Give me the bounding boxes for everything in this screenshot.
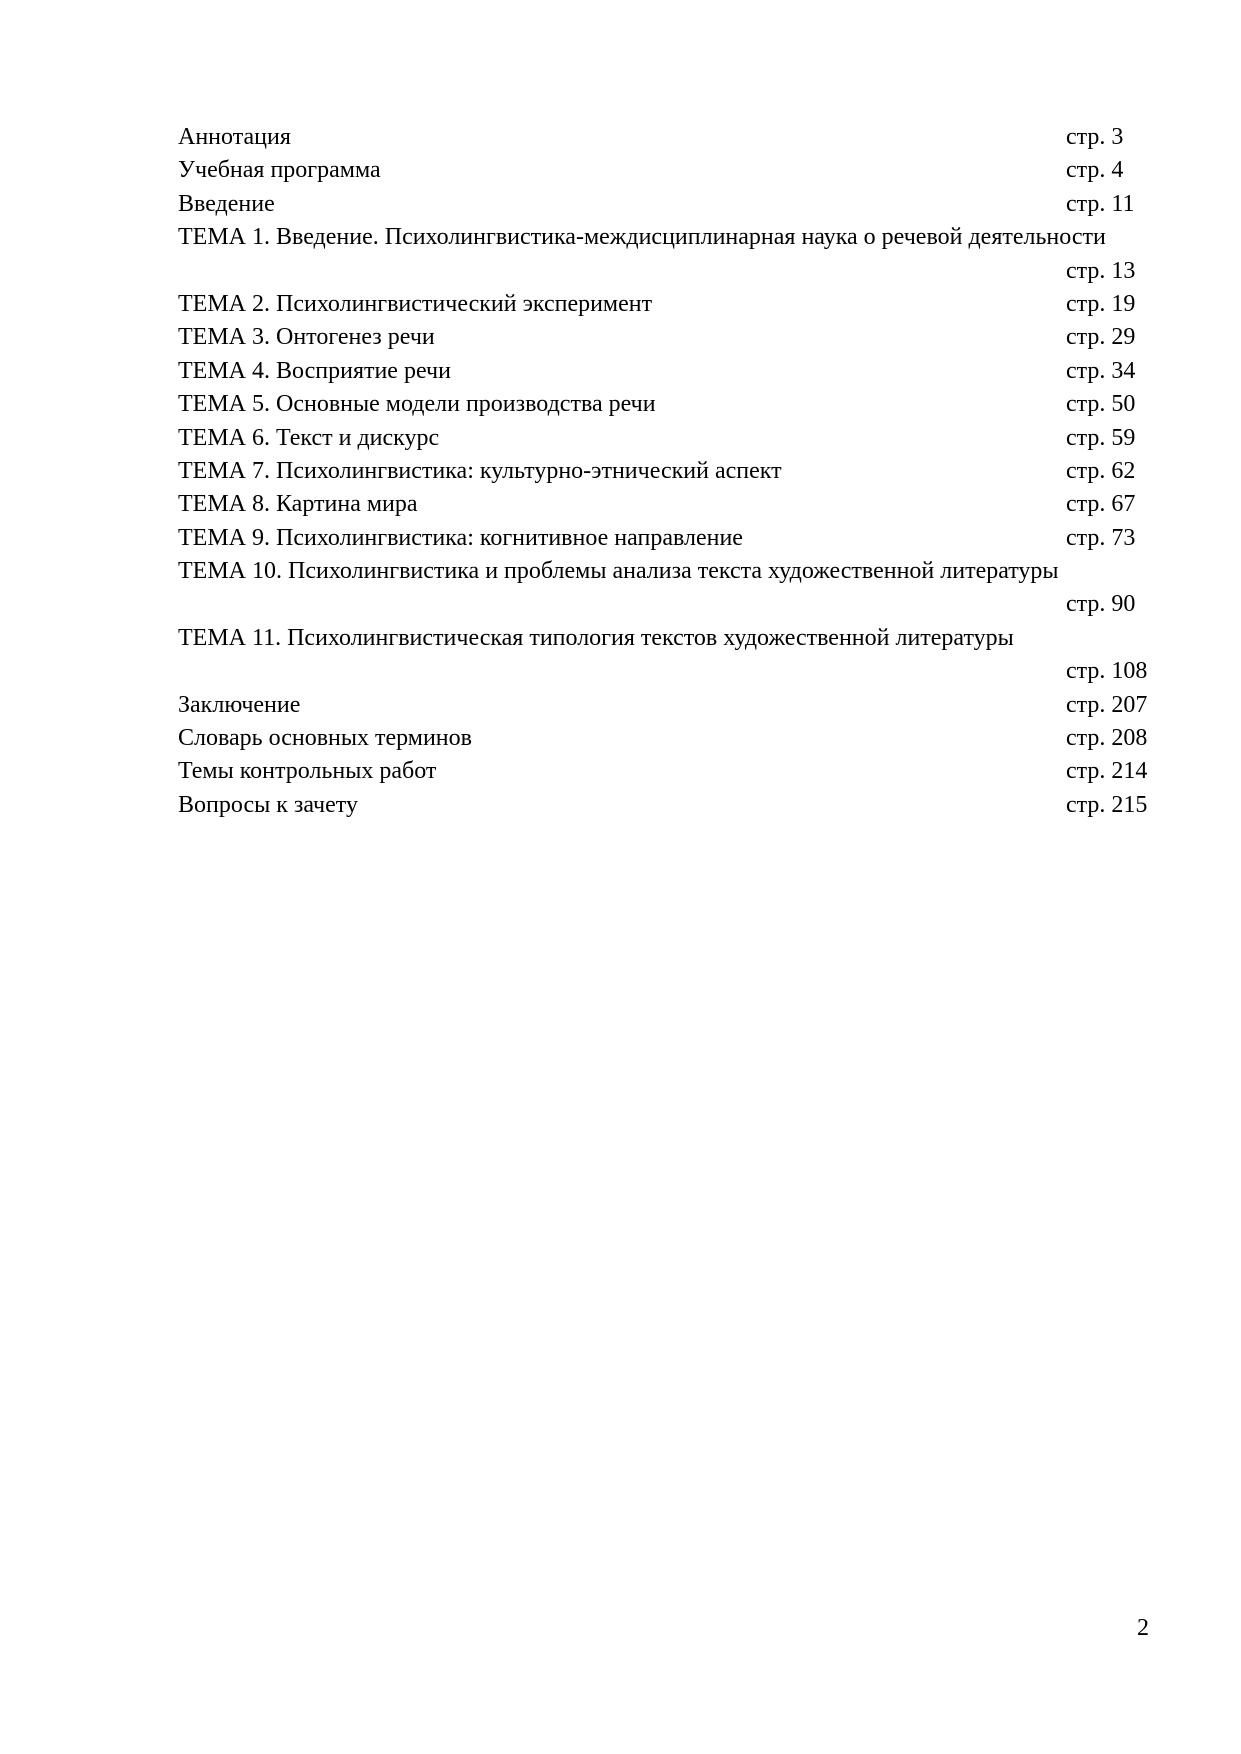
- toc-entry: [178, 321, 1158, 354]
- toc-entry-title: ТЕМА 11. Психолингвистическая типология текстов художественной литературы: [178, 624, 1014, 651]
- toc-entry: [178, 121, 1158, 154]
- toc-entry: [178, 154, 1158, 187]
- toc-entry-page: стр. 4: [1066, 157, 1124, 184]
- toc-entry: [178, 755, 1158, 788]
- toc-entry-page: стр. 34: [1066, 357, 1136, 384]
- toc-entry: [178, 488, 1158, 521]
- toc-entry-title: ТЕМА 4. Восприятие речи: [178, 357, 451, 384]
- toc-entry-page: стр. 208: [1066, 725, 1148, 752]
- toc-entry-continuation: [178, 255, 1158, 288]
- toc-entry-title: Аннотация: [178, 124, 291, 150]
- toc-entry-title: ТЕМА 8. Картина мира: [178, 491, 418, 518]
- toc-entry-title: Введение: [178, 190, 275, 217]
- toc-entry-page: стр. 29: [1066, 324, 1136, 351]
- toc-entry-page: стр. 62: [1066, 457, 1136, 484]
- toc-entry-wrapped: [178, 622, 1158, 655]
- toc-entry-page: стр. 108: [1066, 658, 1148, 685]
- toc-entry: [178, 455, 1158, 488]
- toc-entry-page: стр. 90: [1066, 591, 1136, 618]
- page-number: 2: [1137, 1615, 1149, 1641]
- toc-entry: [178, 188, 1158, 221]
- toc-entry-continuation: [178, 588, 1158, 621]
- toc-entry-title: Темы контрольных работ: [178, 758, 437, 785]
- toc-entry-wrapped: [178, 555, 1158, 588]
- toc-entry-title: Словарь основных терминов: [178, 725, 472, 752]
- toc-entry-page: стр. 207: [1066, 691, 1148, 718]
- toc-entry-title: ТЕМА 5. Основные модели производства речи: [178, 391, 656, 418]
- toc-entry-page: стр. 13: [1066, 257, 1136, 284]
- toc-entry-page: стр. 59: [1066, 424, 1136, 451]
- toc-entry-title: Заключение: [178, 691, 301, 718]
- toc-entry-wrapped: [178, 221, 1158, 254]
- toc-entry: [178, 522, 1158, 555]
- toc-entry-title: Вопросы к зачету: [178, 791, 358, 818]
- toc-entry-title: ТЕМА 10. Психолингвистика и проблемы анализа текста художественной литературы: [178, 558, 1059, 585]
- toc-entry-title: ТЕМА 6. Текст и дискурс: [178, 424, 440, 451]
- toc-entry-title: ТЕМА 2. Психолингвистический эксперимент: [178, 290, 653, 317]
- toc-entry-page: стр. 214: [1066, 758, 1148, 785]
- table-of-contents: [178, 121, 1158, 822]
- toc-entry-page: стр. 67: [1066, 491, 1136, 518]
- toc-entry-page: стр. 215: [1066, 791, 1148, 818]
- toc-entry-title: Учебная программа: [178, 157, 381, 184]
- toc-entry: [178, 355, 1158, 388]
- toc-entry: [178, 388, 1158, 421]
- toc-entry-title: ТЕМА 1. Введение. Психолингвистика-междисциплинарная наука о речевой деятельности: [178, 224, 1106, 251]
- toc-entry-page: стр. 11: [1066, 190, 1135, 217]
- toc-entry-title: ТЕМА 9. Психолингвистика: когнитивное направление: [178, 524, 743, 551]
- toc-entry: [178, 722, 1158, 755]
- toc-entry: [178, 422, 1158, 455]
- toc-entry-page: стр. 73: [1066, 524, 1136, 551]
- toc-entry-page: стр. 19: [1066, 290, 1136, 317]
- toc-entry-title: ТЕМА 7. Психолингвистика: культурно-этнический аспект: [178, 457, 782, 484]
- toc-entry-page: стр. 3: [1066, 124, 1124, 150]
- toc-entry-title: ТЕМА 3. Онтогенез речи: [178, 324, 435, 351]
- toc-entry-page: стр. 50: [1066, 391, 1136, 418]
- toc-entry-continuation: [178, 655, 1158, 688]
- toc-entry: [178, 789, 1158, 822]
- toc-entry: [178, 689, 1158, 722]
- toc-entry: [178, 288, 1158, 321]
